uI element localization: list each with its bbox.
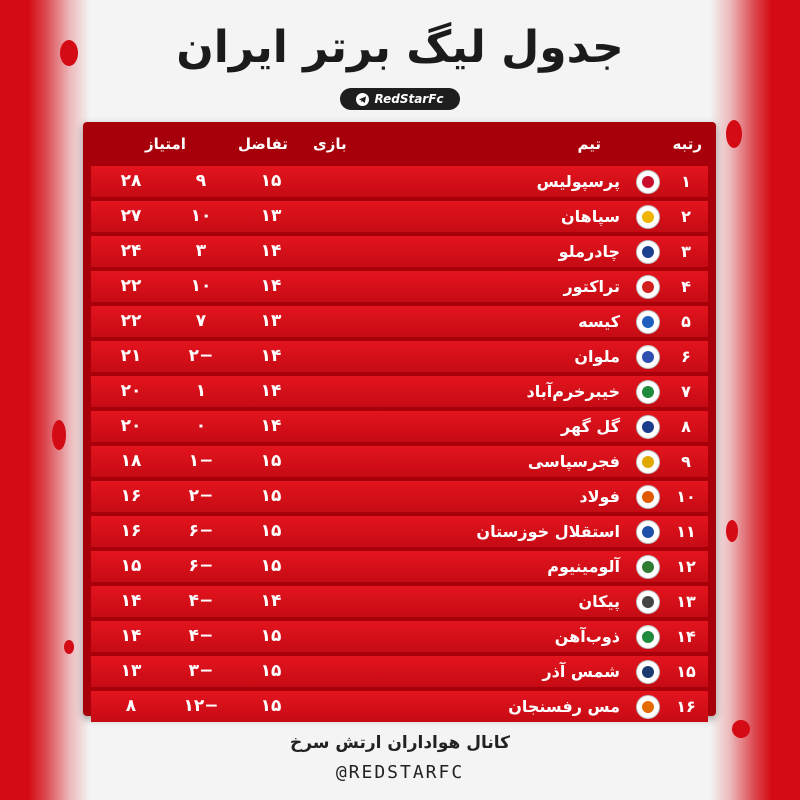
- team-name-cell: تراکتور: [563, 277, 620, 296]
- played-cell: ۱۵: [260, 556, 282, 576]
- played-cell: ۱۳: [260, 311, 282, 331]
- team-name-cell: مس رفسنجان: [508, 697, 620, 716]
- team-logo-icon: [634, 551, 662, 582]
- logo-mark: [642, 456, 654, 468]
- table-row: [91, 481, 708, 512]
- team-logo-icon: [634, 656, 662, 687]
- team-name-cell: آلومینیوم: [547, 557, 620, 576]
- team-name-cell: پیکان: [578, 592, 620, 611]
- goal-diff-cell: −۱: [188, 451, 214, 471]
- logo-mark: [642, 316, 654, 328]
- played-cell: ۱۴: [260, 346, 282, 366]
- played-cell: ۱۵: [260, 696, 282, 716]
- team-name-cell: خیبرخرم‌آباد: [526, 382, 620, 401]
- rank-cell: ۴: [681, 277, 691, 296]
- rank-cell: ۳: [681, 242, 691, 261]
- points-cell: ۱۶: [120, 521, 142, 541]
- goal-diff-cell: −۳: [188, 661, 214, 681]
- points-cell: ۲۸: [120, 171, 142, 191]
- rank-cell: ۱۶: [676, 697, 696, 716]
- table-row: [91, 271, 708, 302]
- header-played: بازی: [313, 135, 347, 153]
- rank-cell: ۵: [681, 312, 691, 331]
- played-cell: ۱۵: [260, 171, 282, 191]
- played-cell: ۱۵: [260, 486, 282, 506]
- goal-diff-cell: ۱۰: [190, 206, 212, 226]
- played-cell: ۱۵: [260, 451, 282, 471]
- played-cell: ۱۵: [260, 626, 282, 646]
- league-table: [83, 122, 716, 716]
- team-name-cell: شمس آذر: [542, 662, 620, 681]
- logo-mark: [642, 666, 654, 678]
- goal-diff-cell: ۰: [195, 416, 207, 436]
- played-cell: ۱۳: [260, 206, 282, 226]
- goal-diff-cell: −۲: [188, 486, 214, 506]
- goal-diff-cell: −۶: [188, 556, 214, 576]
- header-rank: رتبه: [672, 135, 702, 153]
- team-logo-icon: [634, 446, 662, 477]
- logo-mark: [642, 386, 654, 398]
- left-red-splatter: [0, 0, 90, 800]
- team-logo-icon: [634, 621, 662, 652]
- goal-diff-cell: ۱۰: [190, 276, 212, 296]
- table-header: [83, 122, 716, 164]
- table-row: [91, 376, 708, 407]
- header-points: امتیاز: [145, 135, 186, 153]
- splatter-dot: [726, 520, 738, 542]
- team-name-cell: سپاهان: [560, 207, 620, 226]
- team-logo-icon: [634, 691, 662, 722]
- table-row: [91, 621, 708, 652]
- points-cell: ۱۳: [120, 661, 142, 681]
- table-row: [91, 691, 708, 722]
- team-name-cell: پرسپولیس: [536, 172, 620, 191]
- table-row: [91, 236, 708, 267]
- logo-mark: [642, 561, 654, 573]
- rank-cell: ۱۳: [676, 592, 696, 611]
- table-row: [91, 306, 708, 337]
- goal-diff-cell: −۲: [188, 346, 214, 366]
- team-name-cell: استقلال خوزستان: [476, 522, 620, 541]
- team-logo-icon: [634, 201, 662, 232]
- goal-diff-cell: ۳: [195, 241, 207, 261]
- splatter-dot: [52, 420, 66, 450]
- rank-cell: ۲: [681, 207, 691, 226]
- rank-cell: ۸: [681, 417, 691, 436]
- header-team: تیم: [577, 135, 601, 153]
- logo-mark: [642, 211, 654, 223]
- goal-diff-cell: ۹: [195, 171, 207, 191]
- team-name-cell: فجرسپاسی: [527, 452, 620, 471]
- played-cell: ۱۵: [260, 661, 282, 681]
- team-name-cell: ملوان: [574, 347, 620, 366]
- goal-diff-cell: −۶: [188, 521, 214, 541]
- rank-cell: ۱۵: [676, 662, 696, 681]
- footer-handle: @REDSTARFC: [335, 762, 465, 783]
- table-body: [91, 166, 708, 726]
- team-logo-icon: [634, 516, 662, 547]
- points-cell: ۲۰: [120, 381, 142, 401]
- team-name-cell: فولاد: [579, 487, 620, 506]
- team-logo-icon: [634, 376, 662, 407]
- logo-mark: [642, 491, 654, 503]
- table-row: [91, 411, 708, 442]
- team-logo-icon: [634, 271, 662, 302]
- team-name-cell: کیسه: [578, 312, 620, 331]
- table-row: [91, 341, 708, 372]
- telegram-icon: [356, 93, 369, 106]
- rank-cell: ۱۲: [676, 557, 696, 576]
- logo-mark: [642, 281, 654, 293]
- rank-cell: ۱۱: [676, 522, 696, 541]
- points-cell: ۲۱: [120, 346, 142, 366]
- points-cell: ۱۶: [120, 486, 142, 506]
- points-cell: ۲۲: [120, 276, 142, 296]
- logo-mark: [642, 421, 654, 433]
- splatter-dot: [726, 120, 742, 148]
- points-cell: ۱۴: [120, 626, 142, 646]
- played-cell: ۱۴: [260, 381, 282, 401]
- splatter-dot: [64, 640, 74, 654]
- played-cell: ۱۵: [260, 521, 282, 541]
- team-logo-icon: [634, 166, 662, 197]
- rank-cell: ۶: [681, 347, 691, 366]
- rank-cell: ۹: [681, 452, 691, 471]
- goal-diff-cell: ۷: [195, 311, 207, 331]
- points-cell: ۲۲: [120, 311, 142, 331]
- table-row: [91, 446, 708, 477]
- logo-mark: [642, 701, 654, 713]
- page-title: جدول لیگ برتر ایران: [176, 22, 624, 73]
- table-row: [91, 656, 708, 687]
- team-logo-icon: [634, 481, 662, 512]
- played-cell: ۱۴: [260, 241, 282, 261]
- right-red-splatter: [710, 0, 800, 800]
- goal-diff-cell: −۴: [188, 626, 214, 646]
- logo-mark: [642, 351, 654, 363]
- logo-mark: [642, 526, 654, 538]
- points-cell: ۱۴: [120, 591, 142, 611]
- logo-mark: [642, 246, 654, 258]
- table-row: [91, 201, 708, 232]
- table-row: [91, 166, 708, 197]
- badge-label: RedStarFc: [374, 92, 444, 106]
- table-row: [91, 586, 708, 617]
- points-cell: ۸: [125, 696, 137, 716]
- header-diff: تفاضل: [238, 135, 288, 153]
- points-cell: ۲۷: [120, 206, 142, 226]
- points-cell: ۱۵: [120, 556, 142, 576]
- logo-mark: [642, 631, 654, 643]
- goal-diff-cell: ۱: [195, 381, 207, 401]
- footer-channel-name: کانال هواداران ارتش سرخ: [289, 733, 511, 753]
- rank-cell: ۱۴: [676, 627, 696, 646]
- rank-cell: ۷: [681, 382, 691, 401]
- team-name-cell: چادرملو: [558, 242, 620, 261]
- team-logo-icon: [634, 341, 662, 372]
- points-cell: ۲۰: [120, 416, 142, 436]
- played-cell: ۱۴: [260, 276, 282, 296]
- team-name-cell: ذوب‌آهن: [554, 627, 620, 646]
- rank-cell: ۱: [681, 172, 691, 191]
- logo-mark: [642, 596, 654, 608]
- played-cell: ۱۴: [260, 591, 282, 611]
- team-logo-icon: [634, 236, 662, 267]
- table-row: [91, 551, 708, 582]
- goal-diff-cell: −۱۲: [183, 696, 219, 716]
- goal-diff-cell: −۴: [188, 591, 214, 611]
- table-row: [91, 516, 708, 547]
- channel-badge[interactable]: [340, 88, 460, 110]
- team-name-cell: گل گهر: [561, 417, 620, 436]
- team-logo-icon: [634, 411, 662, 442]
- logo-mark: [642, 176, 654, 188]
- points-cell: ۲۴: [120, 241, 142, 261]
- points-cell: ۱۸: [120, 451, 142, 471]
- team-logo-icon: [634, 586, 662, 617]
- played-cell: ۱۴: [260, 416, 282, 436]
- team-logo-icon: [634, 306, 662, 337]
- rank-cell: ۱۰: [676, 487, 696, 506]
